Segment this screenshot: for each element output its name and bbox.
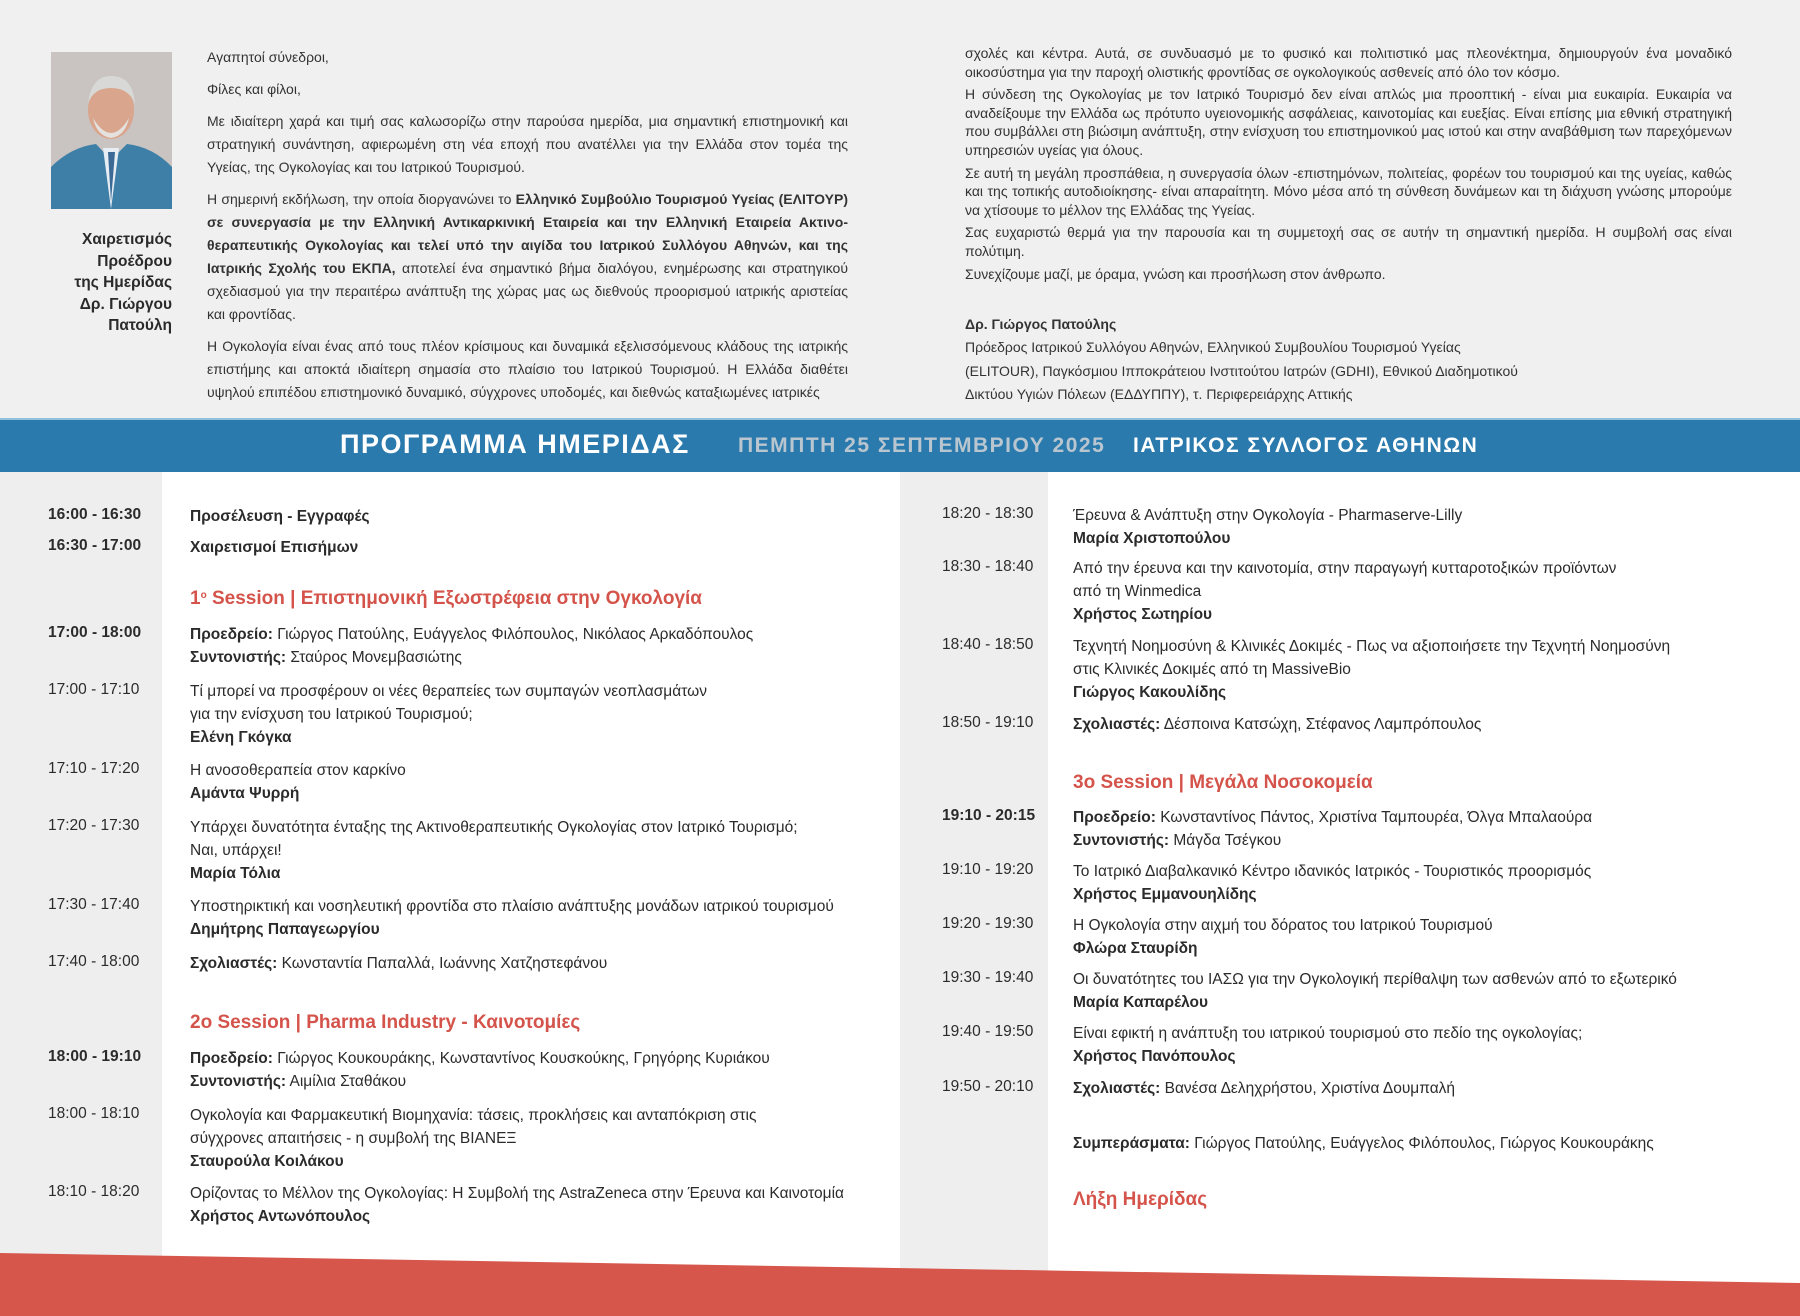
talk-title: Υποστηρικτική και νοσηλευτική φροντίδα στο πλαίσιο ανάπτυξης μονάδων ιατρικού τουρισμού bbox=[190, 898, 834, 915]
talk bbox=[1073, 860, 1591, 906]
moderator-line bbox=[190, 1070, 770, 1093]
talk-title: Τεχνητή Νοημοσύνη & Κλινικές Δοκιμές - Πως να αξιοποιήσετε την Τεχνητή Νοημοσύνη bbox=[1073, 638, 1671, 655]
intro-text-left bbox=[207, 46, 848, 413]
portrait-image bbox=[51, 52, 172, 209]
talk-title: Οι δυνατότητες του ΙΑΣΩ για την Ογκολογική περίθαλψη των ασθενών από το εξωτερικό bbox=[1073, 971, 1677, 988]
conclusions-names: Γιώργος Πατούλης, Ευάγγελος Φιλόπουλος, Γιώργος Κουκουράκης bbox=[1189, 1135, 1654, 1152]
chairs-label: Προεδρείο: bbox=[190, 1050, 273, 1067]
chairs-line bbox=[1073, 806, 1592, 829]
talk-title: Το Ιατρικό Διαβαλκανικό Κέντρο ιδανικός Ιατρικός - Τουριστικός προορισμός bbox=[1073, 863, 1592, 880]
conclusions bbox=[1073, 1132, 1654, 1155]
moderator-name: Αιμίλια Σταθάκου bbox=[286, 1073, 407, 1090]
ordinal-suffix: ο bbox=[200, 590, 207, 601]
slot-time: 18:10 - 18:20 bbox=[48, 1183, 140, 1200]
slot-title: Χαιρετισμοί Επισήμων bbox=[190, 539, 359, 556]
discussants-label: Σχολιαστές: bbox=[1073, 716, 1161, 733]
talk-title: σύγχρονες απαιτήσεις - η συμβολή της ΒΙΑΝΕΞ bbox=[190, 1130, 517, 1147]
intro-paragraph: Η Ογκολογία είναι ένας από τους πλέον κρίσιμους και δυναμικά εξελισσόμενους κλάδους της ιατρικής επιστήμης και αποκτά ιδιαίτερη σημασία στο πλαίσιο του Ιατρικού Τουρισμού. Η Ελλάδα διαθέτει υψηλού επιπέδου επιστημονικό δυναμικό, σύγχρονες υποδομές, και διεθνώς καταξιωμένες ιατρικές bbox=[207, 338, 848, 400]
caption-line: Χαιρετισμός bbox=[82, 231, 172, 248]
slot-time: 17:00 - 17:10 bbox=[48, 681, 140, 698]
intro-paragraph: Συνεχίζουμε μαζί, με όραμα, γνώση και προσήλωση στον άνθρωπο. bbox=[965, 265, 1386, 282]
discussants-label: Σχολιαστές: bbox=[190, 955, 278, 972]
talk-title: στις Κλινικές Δοκιμές από τη MassiveBio bbox=[1073, 661, 1351, 678]
slot-title: Προσέλευση - Εγγραφές bbox=[190, 508, 370, 525]
talk bbox=[1073, 504, 1462, 550]
slot-time: 18:30 - 18:40 bbox=[942, 558, 1034, 575]
talk-speaker: Χρήστος Εμμανουηλίδης bbox=[1073, 886, 1257, 903]
discussants-names: Βανέσα Δεληχρήστου, Χριστίνα Δουμπαλή bbox=[1160, 1080, 1456, 1097]
talk-speaker: Μαρία Καπαρέλου bbox=[1073, 994, 1209, 1011]
event-date: ΠΕΜΠΤΗ 25 ΣΕΠΤΕΜΒΡΙΟΥ 2025 bbox=[738, 434, 1106, 457]
chairs-line bbox=[190, 623, 753, 646]
talk bbox=[1073, 635, 1670, 704]
chairs-label: Προεδρείο: bbox=[1073, 809, 1156, 826]
chairs-names: Γιώργος Πατούλης, Ευάγγελος Φιλόπουλος, Νικόλαος Αρκαδόπουλος bbox=[272, 626, 754, 643]
talk bbox=[190, 680, 707, 749]
session-panel bbox=[190, 1047, 770, 1093]
discussants-names: Δέσποινα Κατσώχη, Στέφανος Λαμπρόπουλος bbox=[1160, 716, 1482, 733]
talk bbox=[190, 1182, 844, 1228]
talk-title: Έρευνα & Ανάπτυξη στην Ογκολογία - Pharmaserve-Lilly bbox=[1073, 507, 1463, 524]
talk bbox=[1073, 968, 1677, 1014]
chairs-names: Κωνσταντίνος Πάντος, Χριστίνα Ταμπουρέα, Όλγα Μπαλαούρα bbox=[1155, 809, 1593, 826]
event-venue: ΙΑΤΡΙΚΟΣ ΣΥΛΛΟΓΟΣ ΑΘΗΝΩΝ bbox=[1133, 434, 1479, 457]
talk-speaker: Χρήστος Αντωνόπουλος bbox=[190, 1208, 371, 1225]
signature-block bbox=[965, 313, 1732, 406]
talk-speaker: Δημήτρης Παπαγεωργίου bbox=[190, 921, 380, 938]
moderator-line bbox=[190, 646, 753, 669]
slot-time: 18:00 - 18:10 bbox=[48, 1105, 140, 1122]
intro-paragraph bbox=[207, 188, 848, 326]
greeting-caption bbox=[60, 229, 172, 337]
talk-speaker: Ελένη Γκόγκα bbox=[190, 729, 292, 746]
talk bbox=[190, 895, 834, 941]
intro-paragraph: Η σύνδεση της Ογκολογίας με τον Ιατρικό Τουρισμό δεν είναι απλώς μια προοπτική - είναι μια ευκαιρία. Ευκαιρία να αναδείξουμε την Ελλάδα ως πρότυπο υγειονομικής ασφάλειας, καινοτομίας και ευεξίας. Είναι επίσης μια εθνική στρατηγική που συμβάλλει στη βιώσιμη ανάπτυξη, στην ενίσχυση του επιστημονικού μας ιστού και στην αναβάθμιση των παρεχόμενων υπηρεσιών υγείας για όλους. bbox=[965, 86, 1732, 158]
talk-title: Υπάρχει δυνατότητα ένταξης της Ακτινοθεραπευτικής Ογκολογίας στον Ιατρικό Τουρισμό; bbox=[190, 819, 798, 836]
moderator-name: Σταύρος Μονεμβασιώτης bbox=[286, 649, 462, 666]
slot-time: 18:20 - 18:30 bbox=[942, 505, 1034, 522]
salutation-friends: Φίλες και φίλοι, bbox=[207, 81, 301, 97]
chairs-line bbox=[190, 1047, 770, 1070]
slot-time: 18:00 - 19:10 bbox=[48, 1048, 142, 1065]
intro-paragraph: σχολές και κέντρα. Αυτά, σε συνδυασμό με το φυσικό και πολιτιστικό μας πλεονέκτημα, δημιουργούν ένα μοναδικό οικοσύστημα για την παροχή ολιστικής φροντίδας σε ογκολογικούς ασθενείς από όλο τον κόσμο. bbox=[965, 45, 1732, 80]
slot-time: 19:40 - 19:50 bbox=[942, 1023, 1034, 1040]
slot-time: 19:20 - 19:30 bbox=[942, 915, 1034, 932]
intro-paragraph: Σε αυτή τη μεγάλη προσπάθεια, η συνεργασία όλων -επιστημόνων, πολιτείας, φορέων του τουρισμού και της υγείας, καθώς και της τοπικής αυτοδιοίκησης- είναι απαραίτητη. Μόνο μέσα από τη σύνθεση δυνάμεων και τη διάχυση γνώσης μπορούμε να χτίσουμε το μέλλον της Ελλάδας της Υγείας. bbox=[965, 164, 1732, 218]
moderator-label: Συντονιστής: bbox=[190, 649, 287, 666]
talk-title: Η ανοσοθεραπεία στον καρκίνο bbox=[190, 762, 406, 779]
discussants bbox=[1073, 713, 1481, 736]
session-2-heading: 2ο Session | Pharma Industry - Καινοτομίες bbox=[190, 1012, 581, 1033]
program-title: ΠΡΟΓΡΑΜΜΑ ΗΜΕΡΙΔΑΣ bbox=[340, 429, 690, 459]
session-3-heading: 3ο Session | Μεγάλα Νοσοκομεία bbox=[1073, 772, 1373, 793]
slot-time: 18:40 - 18:50 bbox=[942, 636, 1034, 653]
intro-text-right bbox=[965, 44, 1732, 287]
discussants-label: Σχολιαστές: bbox=[1073, 1080, 1161, 1097]
caption-line: Δρ. Γιώργου bbox=[79, 295, 172, 313]
moderator-label: Συντονιστής: bbox=[1073, 832, 1170, 849]
program-header-band bbox=[0, 418, 1800, 472]
chairs-names: Γιώργος Κουκουράκης, Κωνσταντίνος Κουσκούκης, Γρηγόρης Κυριάκου bbox=[272, 1050, 770, 1067]
talk-speaker: Σταυρούλα Κοιλάκου bbox=[190, 1153, 344, 1170]
chairs-label: Προεδρείο: bbox=[190, 626, 273, 643]
session-1-heading bbox=[190, 588, 702, 610]
signature-title: Δικτύου Υγιών Πόλεων (ΕΔΔΥΠΠΥ), τ. Περιφερειάρχης Αττικής bbox=[965, 385, 1353, 402]
moderator-name: Μάγδα Τσέγκου bbox=[1169, 832, 1282, 849]
talk-title: Είναι εφικτή η ανάπτυξη του ιατρικού τουρισμού στο πεδίο της ογκολογίας; bbox=[1073, 1025, 1583, 1042]
talk-title: Ογκολογία και Φαρμακευτική Βιομηχανία: τάσεις, προκλήσεις και ανταπόκριση στις bbox=[190, 1107, 757, 1124]
president-portrait-photo bbox=[51, 52, 172, 209]
talk-speaker: Γιώργος Κακουλίδης bbox=[1073, 684, 1227, 701]
talk-speaker: Χρήστος Πανόπουλος bbox=[1073, 1048, 1236, 1065]
caption-line: Πατούλη bbox=[108, 317, 172, 334]
slot-time: 19:10 - 19:20 bbox=[942, 861, 1034, 878]
slot-time: 18:50 - 19:10 bbox=[942, 714, 1034, 731]
slot-time: 17:30 - 17:40 bbox=[48, 896, 140, 913]
slot-time: 17:40 - 18:00 bbox=[48, 953, 140, 970]
talk-title: Τί μπορεί να προσφέρουν οι νέες θεραπείες των συμπαγών νεοπλασμάτων bbox=[190, 683, 707, 700]
time-column-right bbox=[900, 472, 1048, 1316]
salutation: Αγαπητοί σύνεδροι, bbox=[207, 49, 329, 65]
caption-line: Προέδρου bbox=[97, 252, 172, 270]
talk-speaker: Μαρία Χριστοπούλου bbox=[1073, 530, 1231, 547]
talk-speaker: Χρήστος Σωτηρίου bbox=[1073, 606, 1213, 623]
intro-paragraph: Με ιδιαίτερη χαρά και τιμή σας καλωσορίζω στην παρούσα ημερίδα, μια σημαντική επιστημονική και στρατηγική συνάντηση, αφιερωμένη στη νέα εποχή που ανατέλλει για την Ελλάδα στον τομέα της Υγείας, της Ογκολογίας και του Ιατρικού Τουρισμού. bbox=[207, 113, 848, 175]
talk-title: Η Ογκολογία στην αιχμή του δόρατος του Ιατρικού Τουρισμού bbox=[1073, 917, 1493, 934]
talk-title: από τη Winmedica bbox=[1073, 583, 1202, 600]
session-panel bbox=[1073, 806, 1592, 852]
signature-name: Δρ. Γιώργος Πατούλης bbox=[965, 316, 1117, 332]
discussants-names: Κωνσταντία Παπαλλά, Ιωάννης Χατζηστεφάνου bbox=[277, 955, 608, 972]
signature-title: (ELITOUR), Παγκόσμιου Ιπποκράτειου Ινστιτούτου Ιατρών (GDHI), Εθνικού Διαδημοτικού bbox=[965, 362, 1518, 379]
slot-time: 19:50 - 20:10 bbox=[942, 1078, 1034, 1095]
talk bbox=[1073, 557, 1616, 626]
talk bbox=[190, 816, 798, 885]
moderator-line bbox=[1073, 829, 1592, 852]
paragraph-text: Η σημερινή εκδήλωση, την οποία διοργανώνει το bbox=[207, 191, 516, 207]
session-panel bbox=[190, 623, 753, 669]
caption-line: της Ημερίδας bbox=[74, 274, 172, 291]
slot-time: 17:20 - 17:30 bbox=[48, 817, 140, 834]
talk-speaker: Φλώρα Σταυρίδη bbox=[1073, 940, 1198, 957]
slot-time: 19:10 - 20:15 bbox=[942, 807, 1036, 824]
talk bbox=[190, 759, 406, 805]
slot-time: 17:10 - 17:20 bbox=[48, 760, 140, 777]
talk bbox=[1073, 1022, 1582, 1068]
intro-paragraph: Σας ευχαριστώ θερμά για την παρουσία και τη συμμετοχή σας σε αυτήν τη σημαντική ημερίδα. Η συμβολή σας είναι πολύτιμη. bbox=[965, 224, 1732, 259]
closing-heading: Λήξη Ημερίδας bbox=[1073, 1189, 1208, 1210]
talk bbox=[1073, 914, 1493, 960]
talk-speaker: Αμάντα Ψυρρή bbox=[190, 785, 300, 802]
slot-time: 17:00 - 18:00 bbox=[48, 624, 142, 641]
discussants bbox=[1073, 1077, 1455, 1100]
talk-speaker: Μαρία Τόλια bbox=[190, 865, 281, 882]
slot-time: 16:00 - 16:30 bbox=[48, 506, 142, 523]
discussants bbox=[190, 952, 607, 975]
organizers-bold: Ελληνικό Συμβούλιο Τουρισμού Υγείας (ΕΛΙΤΟΥΡ) σε συνεργασία με την Ελληνική Αντικαρκινική Εταιρεία και την Ελληνική Εταιρεία Ακτινο-θεραπευτικής Ογκολογίας και τελεί υπό την αιγίδα του Ιατρικού Συλλόγου Αθηνών, και της Ιατρικής Σχολής του ΕΚΠΑ, bbox=[207, 191, 848, 276]
session-title: Session | Επιστημονική Εξωστρέφεια στην Ογκολογία bbox=[206, 588, 702, 609]
talk bbox=[190, 1104, 756, 1173]
signature-title: Πρόεδρος Ιατρικού Συλλόγου Αθηνών, Ελληνικού Συμβουλίου Τουρισμού Υγείας bbox=[965, 339, 1461, 356]
conclusions-label: Συμπεράσματα: bbox=[1073, 1135, 1190, 1152]
session-number: 1 bbox=[190, 588, 201, 609]
talk-title: Από την έρευνα και την καινοτομία, στην παραγωγή κυτταροτοξικών προϊόντων bbox=[1073, 560, 1617, 577]
talk-title: Ναι, υπάρχει! bbox=[190, 842, 282, 859]
paragraph-text: αποτελεί ένα σημαντικό βήμα διαλόγου, ενημέρωσης και στρατηγικού σχεδιασμού για την περαιτέρω ανάπτυξη της χώρας μας ως διεθνούς προορισμού ιατρικής αριστείας και φροντίδας. bbox=[207, 260, 848, 322]
talk-title: για την ενίσχυση του Ιατρικού Τουρισμού; bbox=[190, 706, 473, 723]
moderator-label: Συντονιστής: bbox=[190, 1073, 287, 1090]
slot-time: 16:30 - 17:00 bbox=[48, 537, 142, 554]
talk-title: Ορίζοντας το Μέλλον της Ογκολογίας: Η Συμβολή της AstraZeneca στην Έρευνα και Καινοτομία bbox=[190, 1185, 844, 1202]
slot-time: 19:30 - 19:40 bbox=[942, 969, 1034, 986]
